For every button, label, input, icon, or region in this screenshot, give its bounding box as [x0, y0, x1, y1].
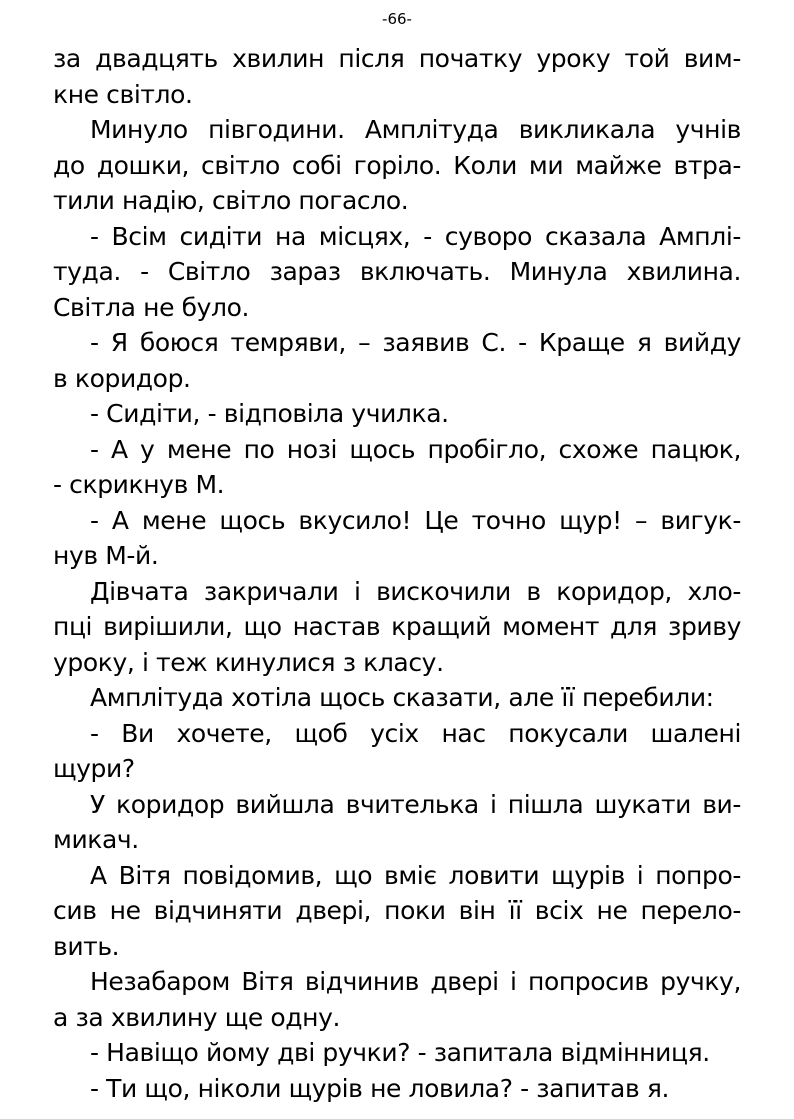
text-line: - скрикнув М.	[53, 470, 225, 499]
paragraph	[53, 680, 741, 716]
paragraph	[53, 716, 741, 787]
text-line: за двадцять хвилин після початку уроку той вим-	[53, 44, 741, 73]
text-line: - А у мене по нозі щось пробігло, схоже пацюк,	[90, 434, 741, 464]
text-line: до дошки, світло собі горіло. Коли ми майже втра-	[53, 150, 741, 180]
text-line: Минуло півгодини. Амплітуда викликала учнів	[90, 115, 741, 144]
text-line: сив не відчиняти двері, поки він її всіх не перело-	[53, 896, 741, 925]
text-line: а за хвилину ще одну.	[53, 1002, 341, 1032]
text-line: Незабаром Вітя відчинив двері і попросив ручку,	[90, 967, 741, 996]
text-line: - Всім сидіти на місцях, - суворо сказала Амплі-	[90, 221, 741, 251]
text-body	[53, 41, 741, 1106]
text-line: щури?	[53, 754, 135, 783]
paragraph	[53, 325, 741, 396]
page-number: -66-	[382, 10, 412, 28]
text-line: У коридор вийшла вчителька і пішла шукати ви-	[90, 789, 741, 819]
text-line: пці вирішили, що настав кращий момент для зриву	[53, 612, 741, 641]
text-line: - Ви хочете, щоб усіх нас покусали шалені	[90, 718, 741, 748]
text-line: Амплітуда хотіла щось сказати, але її перебили:	[90, 683, 714, 712]
paragraph	[53, 964, 741, 1035]
text-line: - Ти що, ніколи щурів не ловила? - запитав я.	[90, 1073, 670, 1103]
text-line: уроку, і теж кинулися з класу.	[53, 647, 444, 677]
paragraph	[53, 1035, 741, 1071]
text-line: - Я боюся темряви, – заявив С. - Краще я вийду	[90, 328, 741, 357]
text-line: нув М-й.	[53, 541, 159, 570]
text-line: - Сидіти, - відповіла училка.	[90, 399, 449, 428]
paragraph	[53, 503, 741, 574]
paragraph	[53, 574, 741, 681]
text-line: кне світло.	[53, 79, 193, 109]
paragraph	[53, 396, 741, 432]
text-line: в коридор.	[53, 363, 191, 393]
text-line: Світла не було.	[53, 292, 250, 322]
text-line: - Навіщо йому дві ручки? - запитала відмінниця.	[90, 1038, 710, 1067]
text-line: микач.	[53, 825, 139, 854]
paragraph	[53, 1071, 741, 1107]
text-line: А Вітя повідомив, що вміє ловити щурів і попро-	[90, 860, 741, 890]
paragraph	[53, 858, 741, 965]
text-line: вить.	[53, 931, 120, 961]
text-line: Дівчата закричали і вискочили в коридор, хло-	[90, 576, 741, 606]
paragraph	[53, 787, 741, 858]
text-line: туда. - Світло зараз включать. Минула хвилина.	[53, 257, 741, 286]
paragraph	[53, 41, 741, 112]
text-line: тили надію, світло погасло.	[53, 186, 409, 215]
paragraph	[53, 112, 741, 219]
paragraph	[53, 432, 741, 503]
text-line: - А мене щось вкусило! Це точно щур! – вигук-	[90, 505, 741, 535]
paragraph	[53, 219, 741, 326]
